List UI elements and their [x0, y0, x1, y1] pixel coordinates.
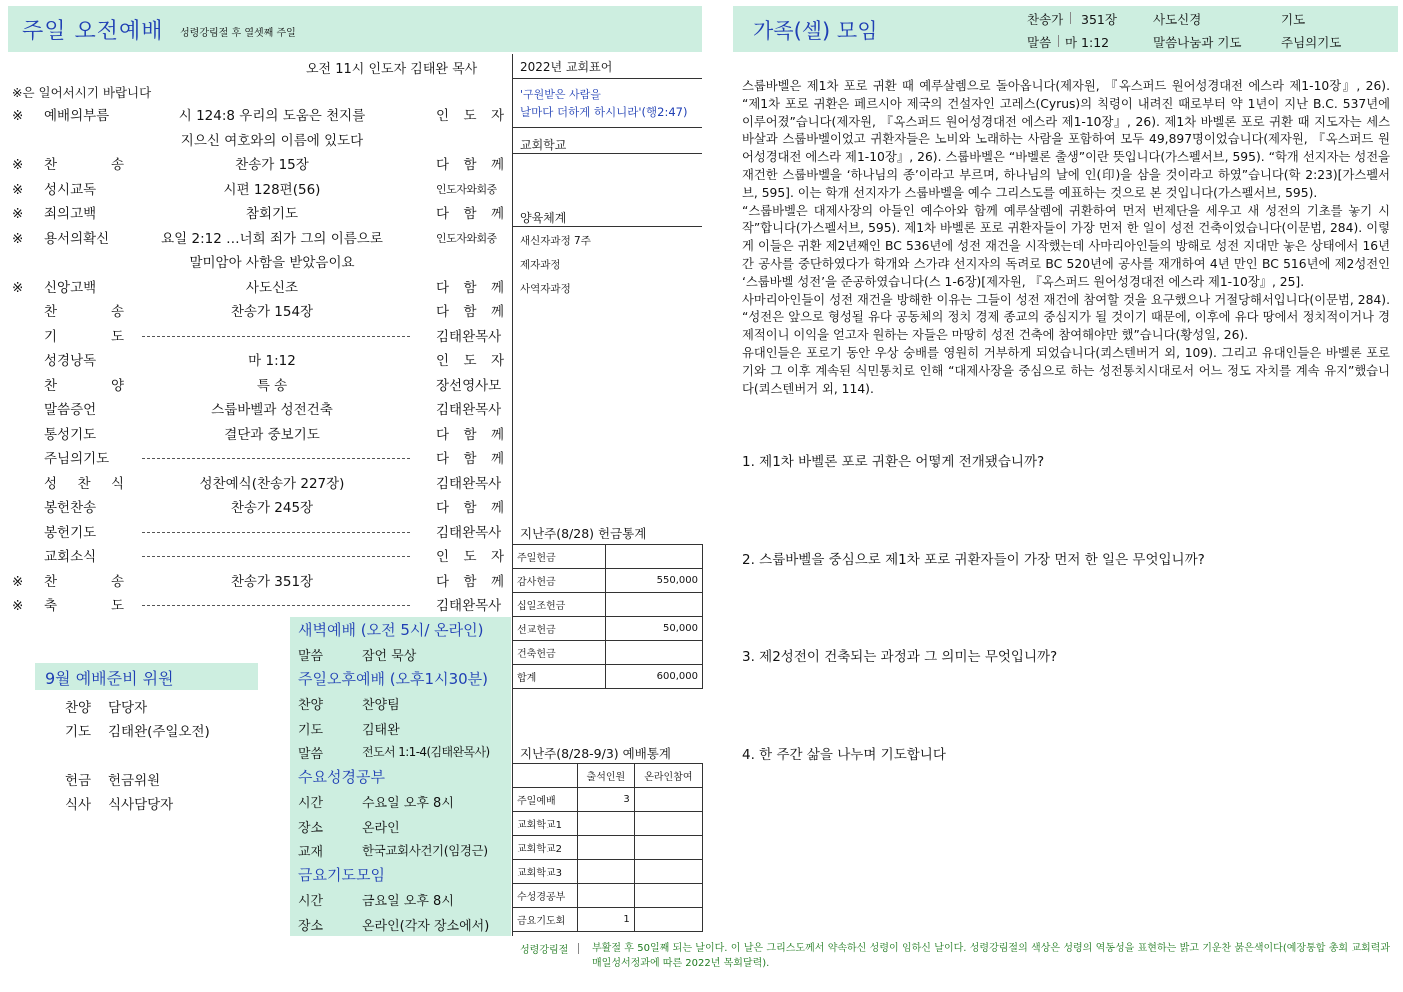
item-name: 찬 송: [44, 304, 124, 320]
word-value: 마 1:12: [1065, 35, 1110, 50]
order-row: [12, 398, 510, 422]
item-leader: 다 함 께: [436, 426, 504, 443]
offering-title: 지난주(8/28) 헌금통계: [520, 526, 647, 541]
item-content: 요일 2:12 …너희 죄가 그의 이름으로: [161, 230, 383, 247]
attendance-present: [578, 836, 635, 860]
attendance-online: [634, 860, 702, 884]
order-row: [12, 202, 510, 226]
dashed-leader: [142, 556, 410, 557]
wed-value: 온라인: [362, 821, 400, 836]
offering-label: 합계: [513, 665, 606, 689]
divider: [513, 153, 702, 154]
study-text: [742, 78, 1390, 398]
table-header-row: [513, 764, 703, 788]
order-row: [12, 447, 510, 471]
item-content: 말미암아 사함을 받았음이요: [189, 255, 355, 271]
stand-mark: ※: [12, 279, 24, 296]
item-leader: 다 함 께: [436, 157, 504, 173]
offering-label: 선교헌금: [513, 617, 606, 641]
attendance-online: [634, 812, 702, 836]
item-name: 용서의확신: [44, 230, 110, 247]
attendance-present: [578, 884, 635, 908]
pm-value: 찬양팀: [362, 698, 400, 713]
attendance-present: [578, 860, 635, 884]
item-leader: 다 함 께: [436, 304, 504, 320]
prep-role: 기도: [65, 724, 92, 740]
order-row: [12, 594, 510, 618]
item-content: 스룹바벨과 성전건축: [211, 402, 333, 418]
item-leader: 다 함 께: [436, 279, 504, 296]
item-leader: 다 함 께: [436, 500, 504, 516]
offering-label: 감사헌금: [513, 569, 606, 593]
cell-header: [733, 6, 1398, 52]
wed-title: 수요성경공부: [298, 768, 385, 786]
pm-value: 김태완: [362, 723, 400, 738]
divider: [578, 943, 579, 954]
item-name: 찬 송: [44, 157, 124, 173]
attendance-present: 3: [578, 788, 635, 812]
wed-value: 한국교회사건기(임경근): [362, 843, 488, 858]
attendance-online: [634, 908, 702, 932]
table-row: [513, 788, 703, 812]
stand-mark: ※: [12, 573, 24, 590]
attendance-online: [634, 836, 702, 860]
table-row: [513, 641, 703, 665]
stand-mark: ※: [12, 230, 24, 247]
divider: [513, 226, 702, 227]
paragraph: 사마리아인들이 성전 재건을 방해한 이유는 그들이 성전 재건에 참여할 것을 요구했으나 거절당해서입니다(이문범, 284). “성전은 앞으로 형성될 유다 공동체의 정치 경제 종교의 중심지가 될 것이기 때문에, 이후에 유다 땅에서 정치적이거나 경제적이니 이익을 얻고자 원하는 자들은 마땅히 성전 건축에 참여해야만 했”습니다(황성일, 26).: [742, 292, 1390, 343]
wed-label: 장소: [298, 821, 324, 836]
table-row: [513, 593, 703, 617]
attendance-title: 지난주(8/28-9/3) 예배통계: [520, 746, 671, 761]
order-row: [12, 153, 510, 177]
creed: 사도신경: [1153, 12, 1202, 27]
item-name: 봉헌기도: [44, 524, 97, 541]
item-leader: 김태완목사: [436, 328, 502, 345]
lords-prayer: 주님의기도: [1281, 35, 1342, 50]
prep-role: 식사: [65, 797, 92, 813]
hymn-label: 찬송가: [1027, 12, 1064, 27]
stand-mark: ※: [12, 181, 24, 198]
table-row: [513, 884, 703, 908]
divider: [513, 78, 702, 79]
item-content: 찬송가 154장: [230, 304, 314, 320]
footer-label: 성령강림절: [520, 945, 569, 956]
attendance-online: [634, 884, 702, 908]
offering-amount: [606, 545, 703, 569]
item-content: 특 송: [256, 377, 288, 394]
item-content: 참회기도: [245, 206, 299, 222]
worship-header: [8, 6, 702, 52]
order-row: [12, 496, 510, 520]
motto-line2: 날마다 더하게 하시니라'(행2:47): [520, 105, 688, 119]
training-label: 양육체계: [520, 211, 567, 225]
item-name: 말씀증언: [44, 402, 97, 418]
stand-note: ※은 일어서시기 바랍니다: [12, 85, 152, 100]
prep-header: [35, 663, 258, 690]
prep-person: 헌금위원: [108, 773, 161, 789]
dawn-value: 잠언 묵상: [362, 649, 417, 664]
order-row: [12, 423, 510, 447]
item-name: 성경낭독: [44, 353, 97, 369]
item-name: 주님의기도: [44, 451, 110, 467]
item-leader: 김태완목사: [436, 598, 502, 614]
table-row: [513, 812, 703, 836]
prep-person: 김태완(주일오전): [108, 724, 210, 740]
offering-amount: 550,000: [606, 569, 703, 593]
item-leader: 다 함 께: [436, 206, 504, 222]
item-name: 찬 송: [44, 573, 124, 590]
prayer: 기도: [1281, 12, 1306, 27]
sharing: 말씀나눔과 기도: [1153, 35, 1242, 50]
table-row: [513, 860, 703, 884]
item-leader: 다 함 께: [436, 573, 504, 590]
table-row: [513, 617, 703, 641]
prep-role: 찬양: [65, 700, 92, 716]
item-name: 축 도: [44, 598, 124, 614]
order-row-continued: [12, 251, 510, 275]
order-row: [12, 227, 510, 251]
attendance-label: 교회학교3: [513, 860, 578, 884]
header-cell: 출석인원: [578, 764, 635, 788]
item-name: 찬 양: [44, 377, 124, 394]
item-name: 교회소식: [44, 549, 97, 565]
question: 4. 한 주간 삶을 나누며 기도합니다: [742, 747, 946, 763]
item-content: 찬송가 351장: [230, 573, 314, 590]
hymn-value: 351장: [1081, 12, 1117, 27]
school-label: 교회학교: [520, 138, 567, 152]
pm-title: 주일오후예배 (오후1시30분): [298, 670, 489, 688]
order-row: [12, 178, 510, 202]
motto-line1: '구원받은 사람을: [520, 88, 601, 101]
paragraph: 스룹바벨은 제1차 포로 귀환 때 예루살렘으로 돌아옵니다(제자원, 『옥스퍼드 원어성경대전 에스라 제1-10장』, 26). “제1차 포로 귀환은 페르시아 제국의 건설자인 고레스(Cyrus)의 칙령이 내려진 때로부터 약 1년이 지난 B.C. 537년에 이루어졌”습니다(제자원, 『옥스퍼드 원어성경대전 에스라 제1-10장』, 26). 제1차 바벨론 포로 귀환 때 지도자는 세스바살과 스룹바벨이었고 귀환자들은 노비와 노래하는 사람을 포함하여 모두 49,897명이었습니다(제자원, 『옥스퍼드 원어성경대전 에스라 제1-10장』, 26). 스룹바벨은 “바벨론 출생”이란 뜻입니다(가스펠서브, 595). “학개 선지자는 성전을 재건한 스룹바벨을 ‘하나님의 종’이라고 부르며, 하나님의 날에 인(印)을 삼을 것이라고 하였”습니다(학 2:23)[가스펠서브, 595]. 이는 학개 선지자가 스룹바벨을 예수 그리스도를 예표하는 것으로 본 것입니다(가스펠서브, 595).: [742, 79, 1390, 200]
dashed-leader: [142, 458, 410, 459]
header-cell: 온라인참여: [634, 764, 702, 788]
item-leader: 김태완목사: [436, 524, 502, 541]
order-row: [12, 521, 510, 545]
item-name: 통성기도: [44, 426, 97, 443]
training-item: 제자과정: [520, 259, 561, 271]
item-leader: 인 도 자: [436, 353, 504, 369]
item-name: 기 도: [44, 328, 124, 345]
attendance-table: [512, 763, 703, 932]
stand-mark: ※: [12, 157, 24, 173]
item-leader: 인도자와회중: [436, 231, 497, 245]
item-leader: 인 도 자: [436, 108, 504, 124]
offering-label: 십일조헌금: [513, 593, 606, 617]
word-label: 말씀: [1027, 35, 1052, 50]
wed-label: 시간: [298, 796, 324, 811]
prep-person: 식사담당자: [108, 797, 174, 813]
question: 2. 스룹바벨을 중심으로 제1차 포로 귀환자들이 가장 먼저 한 일은 무엇입니까?: [742, 552, 1205, 568]
footer-text: 부활절 후 50일째 되는 날이다. 이 날은 그리스도께서 약속하신 성령이 임하신 날이다. 성령강림절의 색상은 성령의 역동성을 표현하는 밝고 기운찬 붉은색이다(예장통합 총회 교회력과 매일성서정과에 따른 2022년 목회달력).: [592, 943, 1390, 969]
order-row: [12, 276, 510, 300]
worship-subtitle: 성령강림절 후 열셋째 주일: [180, 28, 296, 39]
order-row: [12, 325, 510, 349]
order-row: [12, 472, 510, 496]
offering-label: 건축헌금: [513, 641, 606, 665]
table-row: [513, 665, 703, 689]
item-name: 죄의고백: [44, 206, 97, 222]
motto-title: 2022년 교회표어: [520, 60, 613, 74]
item-leader: 장선영사모: [436, 377, 502, 394]
order-row-continued: [12, 129, 510, 153]
item-name: 신앙고백: [44, 279, 97, 296]
pm-label: 기도: [298, 723, 324, 738]
order-row: [12, 349, 510, 373]
table-row: [513, 908, 703, 932]
item-content: 결단과 중보기도: [224, 426, 320, 443]
item-content: 사도신조: [245, 279, 299, 296]
item-name: 성 찬 식: [44, 475, 124, 492]
pm-value: 전도서 1:1-4(김태완목사): [362, 745, 490, 759]
item-content: 찬송가 245장: [230, 500, 314, 516]
prep-title: 9월 예배준비 위원: [45, 669, 174, 688]
item-content: 마 1:12: [248, 353, 296, 369]
fri-value: 온라인(각자 장소에서): [362, 919, 490, 934]
order-row: [12, 300, 510, 324]
dashed-leader: [142, 605, 410, 606]
offering-label: 주일헌금: [513, 545, 606, 569]
worship-title: 주일 오전예배: [22, 19, 164, 44]
divider: [1070, 12, 1071, 24]
attendance-present: 1: [578, 908, 635, 932]
item-content: 찬송가 15장: [235, 157, 309, 173]
offering-table: [512, 544, 703, 689]
fri-label: 장소: [298, 919, 324, 934]
attendance-label: 교회학교1: [513, 812, 578, 836]
offering-amount: [606, 593, 703, 617]
table-row: [513, 836, 703, 860]
wed-value: 수요일 오후 8시: [362, 796, 454, 811]
item-content: 시편 128편(56): [223, 181, 321, 198]
cell-title: 가족(셀) 모임: [753, 19, 878, 43]
item-name: 봉헌찬송: [44, 500, 97, 516]
order-row: [12, 570, 510, 594]
item-leader: 다 함 께: [436, 451, 504, 467]
wed-label: 교재: [298, 845, 324, 860]
attendance-label: 금요기도회: [513, 908, 578, 932]
table-row: [513, 569, 703, 593]
item-name: 성시교독: [44, 181, 97, 198]
offering-amount: [606, 641, 703, 665]
fri-value: 금요일 오후 8시: [362, 894, 454, 909]
offering-amount: 600,000: [606, 665, 703, 689]
prep-role: 헌금: [65, 773, 92, 789]
item-name: 예배의부름: [44, 108, 110, 124]
item-leader: 김태완목사: [436, 402, 502, 418]
item-leader: 인 도 자: [436, 549, 504, 565]
training-item: 새신자과정 7주: [520, 235, 591, 247]
question: 3. 제2성전이 건축되는 과정과 그 의미는 무엇입니까?: [742, 649, 1058, 665]
attendance-present: [578, 812, 635, 836]
table-row: [513, 545, 703, 569]
dawn-title: 새벽예배 (오전 5시/ 온라인): [298, 621, 484, 639]
item-leader: 인도자와회중: [436, 182, 497, 196]
leader-line: 오전 11시 인도자 김태완 목사: [306, 62, 478, 77]
item-leader: 김태완목사: [436, 475, 502, 492]
dashed-leader: [142, 336, 410, 337]
attendance-online: [634, 788, 702, 812]
pm-label: 말씀: [298, 747, 324, 762]
training-item: 사역자과정: [520, 283, 571, 295]
item-content: 성찬예식(찬송가 227장): [199, 475, 345, 492]
stand-mark: ※: [12, 206, 24, 222]
stand-mark: ※: [12, 598, 24, 614]
item-content: 시 124:8 우리의 도움은 천지를: [178, 108, 366, 124]
attendance-label: 주일예배: [513, 788, 578, 812]
dawn-label: 말씀: [298, 649, 324, 664]
stand-mark: ※: [12, 108, 24, 124]
header-cell: [513, 764, 578, 788]
divider: [513, 127, 702, 128]
attendance-label: 수성경공부: [513, 884, 578, 908]
order-row: [12, 374, 510, 398]
offering-amount: 50,000: [606, 617, 703, 641]
fri-label: 시간: [298, 894, 324, 909]
divider: [1058, 35, 1059, 47]
fri-title: 금요기도모임: [298, 866, 385, 884]
attendance-label: 교회학교2: [513, 836, 578, 860]
paragraph: 유대인들은 포로기 동안 우상 숭배를 영원히 거부하게 되었습니다(쾨스텐버거 외, 109). 그리고 유대인들은 바벨론 포로기와 그 이후 계속된 식민통치로 인해 “대제사장을 중심으로 하는 성전통치시대로서 어느 정도 자치를 계속 유지”했습니다(쾨스텐버거 외, 114).: [742, 345, 1390, 396]
question: 1. 제1차 바벨론 포로 귀환은 어떻게 전개됐습니까?: [742, 454, 1045, 470]
item-content: 지으신 여호와의 이름에 있도다: [180, 132, 364, 149]
pm-label: 찬양: [298, 698, 324, 713]
order-row: [12, 104, 510, 128]
prep-person: 담당자: [108, 700, 148, 716]
dashed-leader: [142, 532, 410, 533]
paragraph: “스룹바벨은 대제사장의 아들인 예수아와 함께 예루살렘에 귀환하여 먼저 번제단을 세우고 새 성전의 기초를 놓기 시작”합니다(가스펠서브, 595). 제1차 바벨론 포로 귀환자들이 가장 먼저 한 일이 성전 건축이었습니다(이문범, 284). 이렇게 이들은 귀환 제2년째인 BC 536년에 성전 재건을 시작했는데 사마리아인들의 방해로 성전 지대만 놓은 상태에서 16년간 공사를 중단하였다가 학개와 스가랴 선지자의 독려로 BC 520년에 공사를 재개하여 4년 만인 BC 516년에 제2성전인 ‘스룹바벨 성전’을 준공하였습니다(스 1-6장)[제자원, 『옥스퍼드 원어성경대전 에스라 제1-10장』, 25].: [742, 203, 1390, 289]
services-panel: [290, 617, 511, 936]
order-row: [12, 545, 510, 569]
